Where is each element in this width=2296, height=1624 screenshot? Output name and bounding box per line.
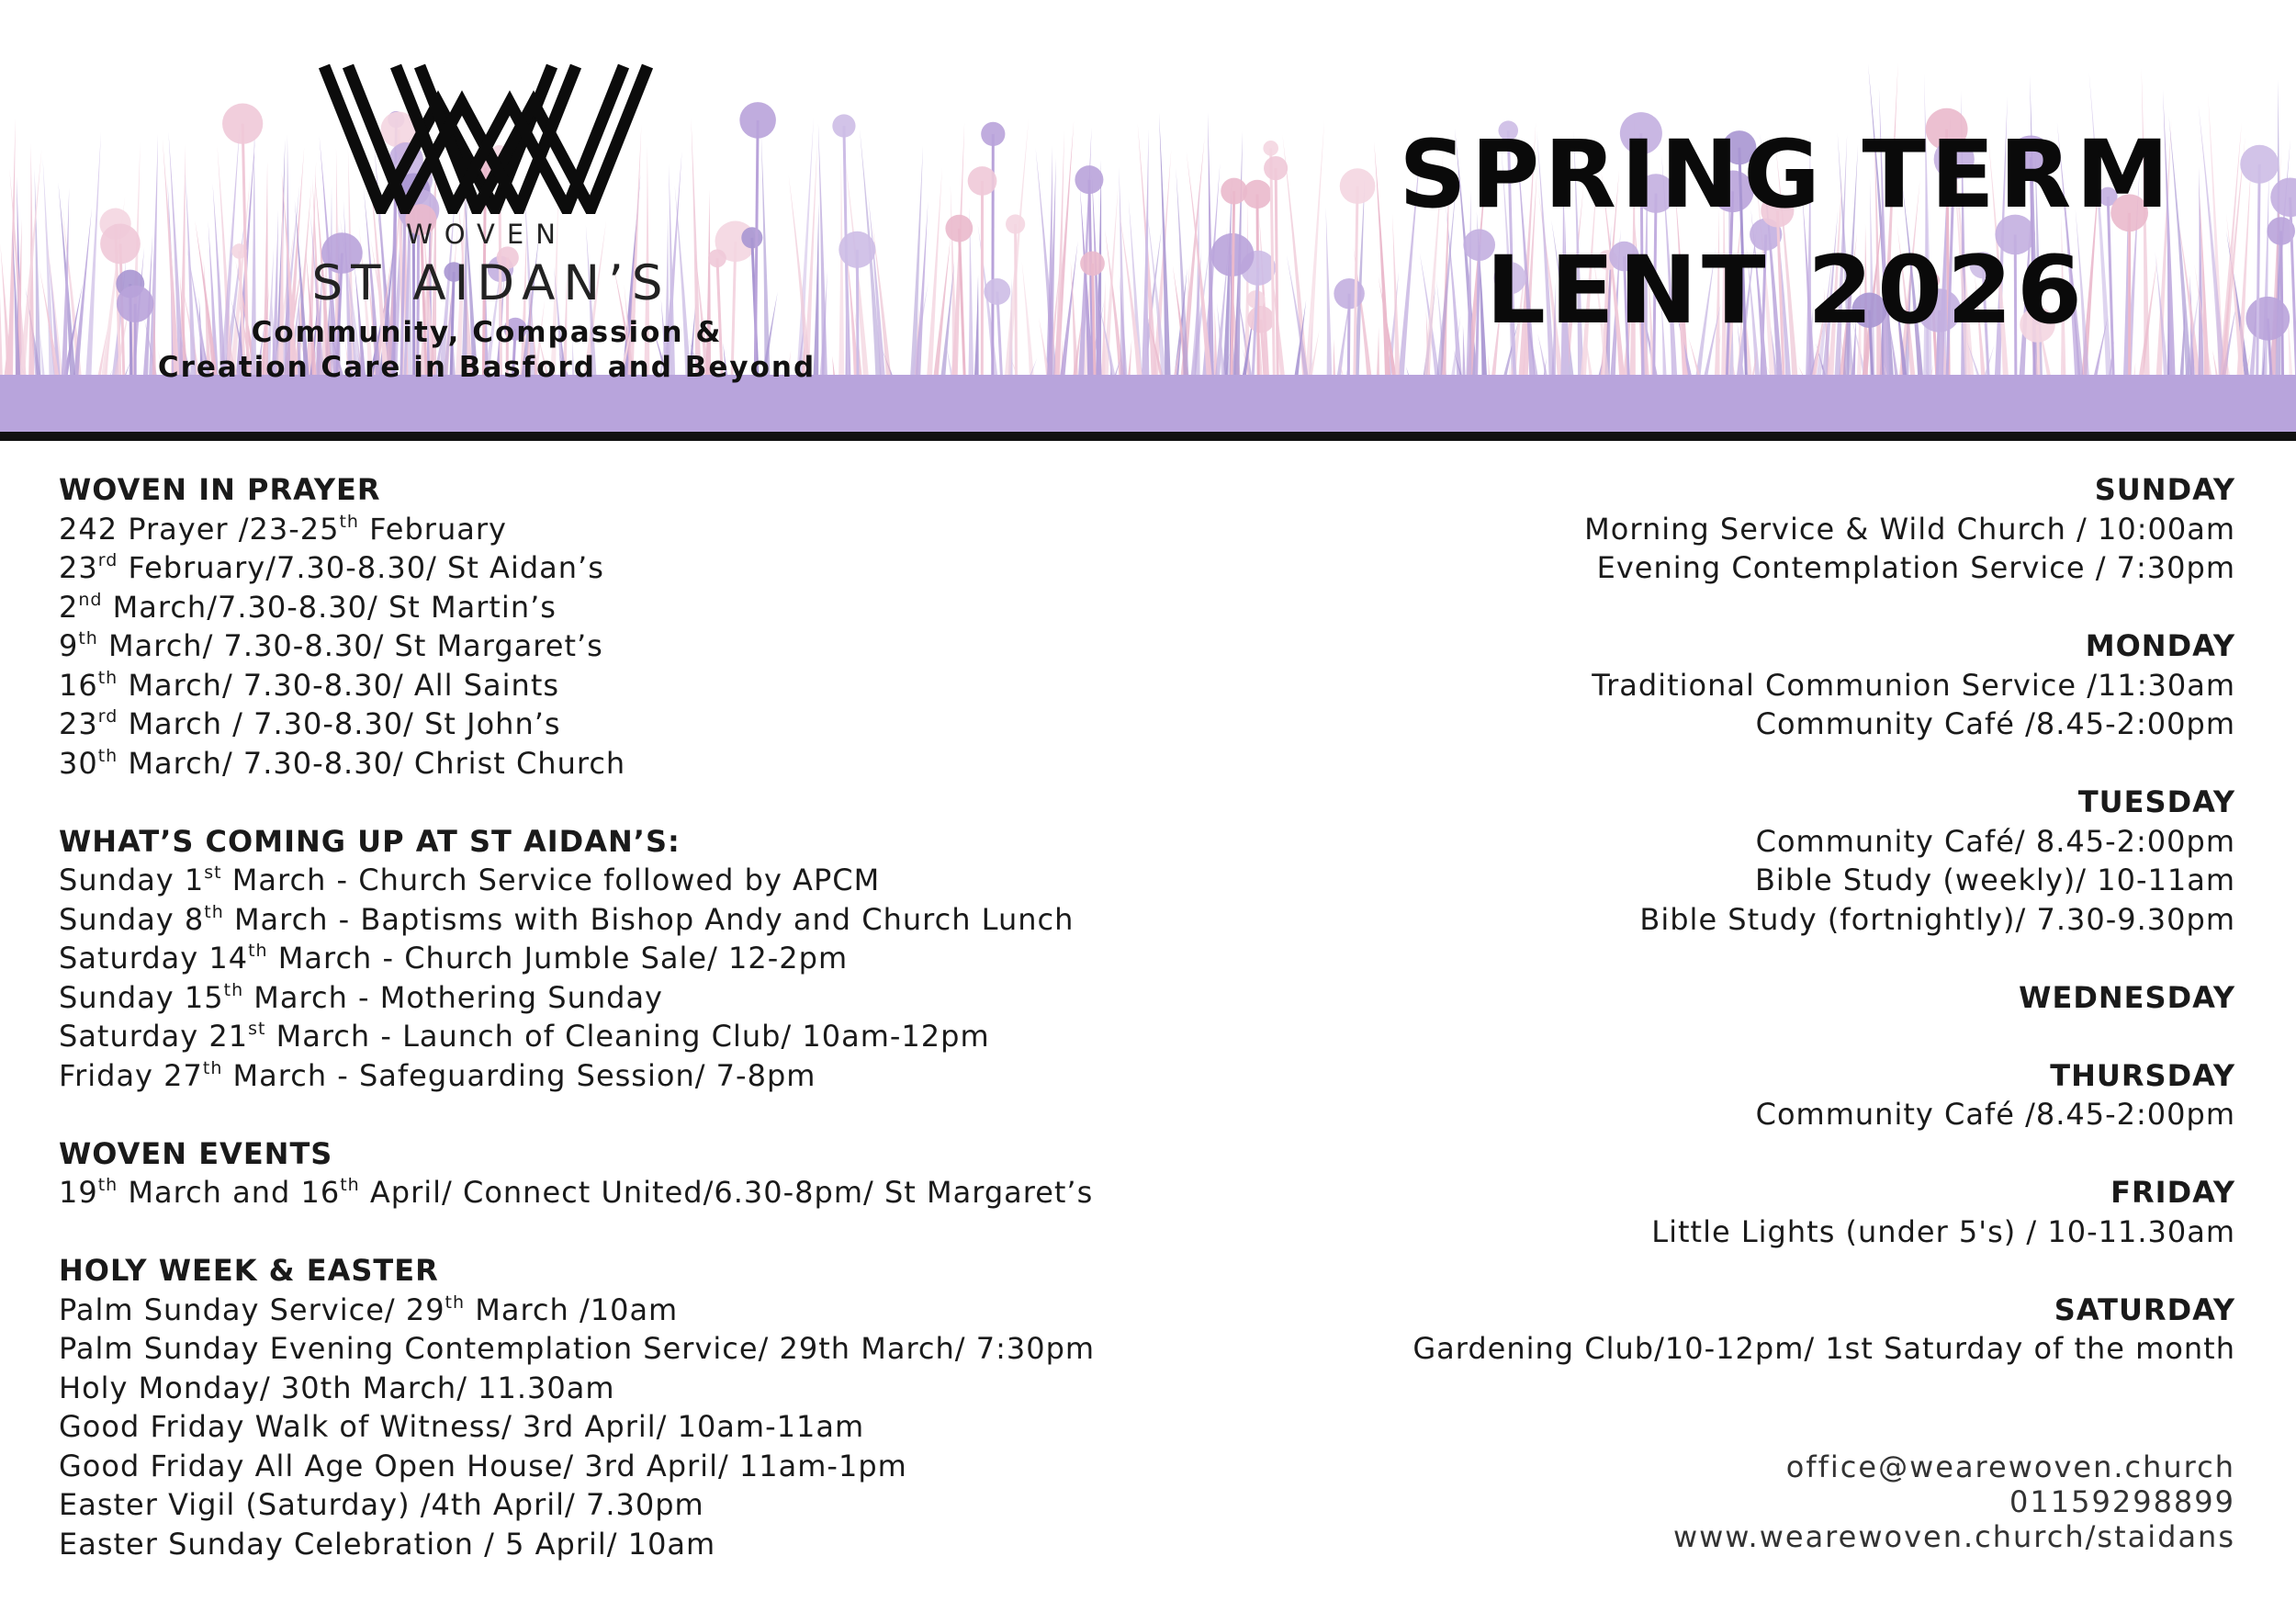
prayer-item: 2nd March/7.30-8.30/ St Martin’s (59, 589, 557, 625)
prayer-item: 23rd February/7.30-8.30/ St Aidan’s (59, 550, 604, 585)
schedule-item-monday: Traditional Communion Service /11:30am (1592, 667, 2235, 703)
day-heading-friday: FRIDAY (2110, 1175, 2235, 1210)
schedule-item-thursday: Community Café /8.45-2:00pm (1755, 1097, 2235, 1132)
prayer-item: 242 Prayer /23-25th February (59, 511, 507, 547)
tagline (119, 315, 854, 385)
header-banner (0, 0, 2296, 434)
day-heading-sunday: SUNDAY (2094, 472, 2235, 507)
easter-item: Palm Sunday Evening Contemplation Service/ 29th March/ 7:30pm (59, 1331, 1096, 1366)
tagline-line-2: Creation Care in Basford and Beyond (157, 351, 816, 384)
coming-up-list (59, 861, 1345, 1095)
contact-phone[interactable]: 01159298899 (2009, 1484, 2235, 1519)
easter-item: Good Friday Walk of Witness/ 3rd April/ 10am-11am (59, 1409, 865, 1444)
prayer-item: 16th March/ 7.30-8.30/ All Saints (59, 667, 560, 703)
schedule-item-sunday: Morning Service & Wild Church / 10:00am (1584, 511, 2235, 547)
schedule-item-monday: Community Café /8.45-2:00pm (1755, 706, 2235, 741)
logo-wordmark: WOVEN (406, 219, 568, 250)
prayer-item: 23rd March / 7.30-8.30/ St John’s (59, 706, 561, 741)
header-divider (0, 432, 2296, 441)
easter-list (59, 1329, 1345, 1563)
easter-item: Easter Vigil (Saturday) /4th April/ 7.30pm (59, 1487, 704, 1522)
weekly-schedule (1267, 470, 2235, 1369)
term-title-line-1: SPRING TERM (1399, 120, 2174, 230)
schedule-item-tuesday: Bible Study (weekly)/ 10-11am (1754, 863, 2235, 897)
coming-up-item: Saturday 14th March - Church Jumble Sale/ 12-2pm (59, 941, 849, 976)
day-heading-monday: MONDAY (2085, 628, 2235, 663)
schedule-item-tuesday: Bible Study (fortnightly)/ 7.30-9.30pm (1639, 901, 2235, 937)
day-heading-wednesday: WEDNESDAY (2019, 979, 2235, 1015)
term-title (1359, 118, 2213, 349)
coming-up-item: Saturday 21st March - Launch of Cleaning Club/ 10am-12pm (59, 1019, 990, 1054)
easter-item: Holy Monday/ 30th March/ 11.30am (59, 1370, 615, 1405)
coming-up-item: Sunday 8th March - Baptisms with Bishop Andy and Church Lunch (59, 901, 1075, 937)
schedule-item-tuesday: Community Café/ 8.45-2:00pm (1755, 823, 2235, 859)
easter-item: Easter Sunday Celebration / 5 April/ 10am (59, 1526, 716, 1562)
contact-block (1561, 1449, 2235, 1554)
coming-up-heading: WHAT’S COMING UP AT ST AIDAN’S: (59, 823, 681, 859)
church-name: ST AIDAN’S (311, 255, 671, 311)
schedule-item-sunday: Evening Contemplation Service / 7:30pm (1596, 550, 2235, 585)
prayer-heading: WOVEN IN PRAYER (59, 472, 381, 507)
events-item: 19th March and 16th April/ Connect United/6.30-8pm/ St Margaret’s (59, 1175, 1094, 1210)
prayer-item: 9th March/ 7.30-8.30/ St Margaret’s (59, 628, 603, 663)
tagline-line-1: Community, Compassion & (251, 316, 723, 349)
left-column (59, 470, 1345, 1563)
coming-up-item: Sunday 1st March - Church Service followed by APCM (59, 863, 881, 897)
easter-item: Good Friday All Age Open House/ 3rd April/ 11am-1pm (59, 1448, 907, 1483)
easter-heading: HOLY WEEK & EASTER (59, 1253, 439, 1288)
schedule-item-saturday: Gardening Club/10-12pm/ 1st Saturday of the month (1412, 1331, 2235, 1366)
day-heading-saturday: SATURDAY (2054, 1291, 2235, 1327)
contact-email[interactable]: office@wearewoven.church (1785, 1449, 2235, 1484)
term-title-line-2: LENT 2026 (1485, 236, 2087, 345)
easter-item: Palm Sunday Service/ 29th March /10am (59, 1291, 679, 1327)
schedule-item-friday: Little Lights (under 5's) / 10-11.30am (1651, 1213, 2235, 1249)
day-heading-thursday: THURSDAY (2050, 1057, 2235, 1093)
contact-website[interactable]: www.wearewoven.church/staidans (1672, 1519, 2235, 1554)
prayer-item: 30th March/ 7.30-8.30/ Christ Church (59, 745, 626, 781)
coming-up-item: Sunday 15th March - Mothering Sunday (59, 979, 663, 1015)
coming-up-item: Friday 27th March - Safeguarding Session/ 7-8pm (59, 1057, 816, 1093)
events-heading: WOVEN EVENTS (59, 1135, 333, 1171)
day-heading-tuesday: TUESDAY (2077, 784, 2235, 819)
woven-logo-icon (317, 62, 657, 214)
prayer-list (59, 510, 1345, 784)
